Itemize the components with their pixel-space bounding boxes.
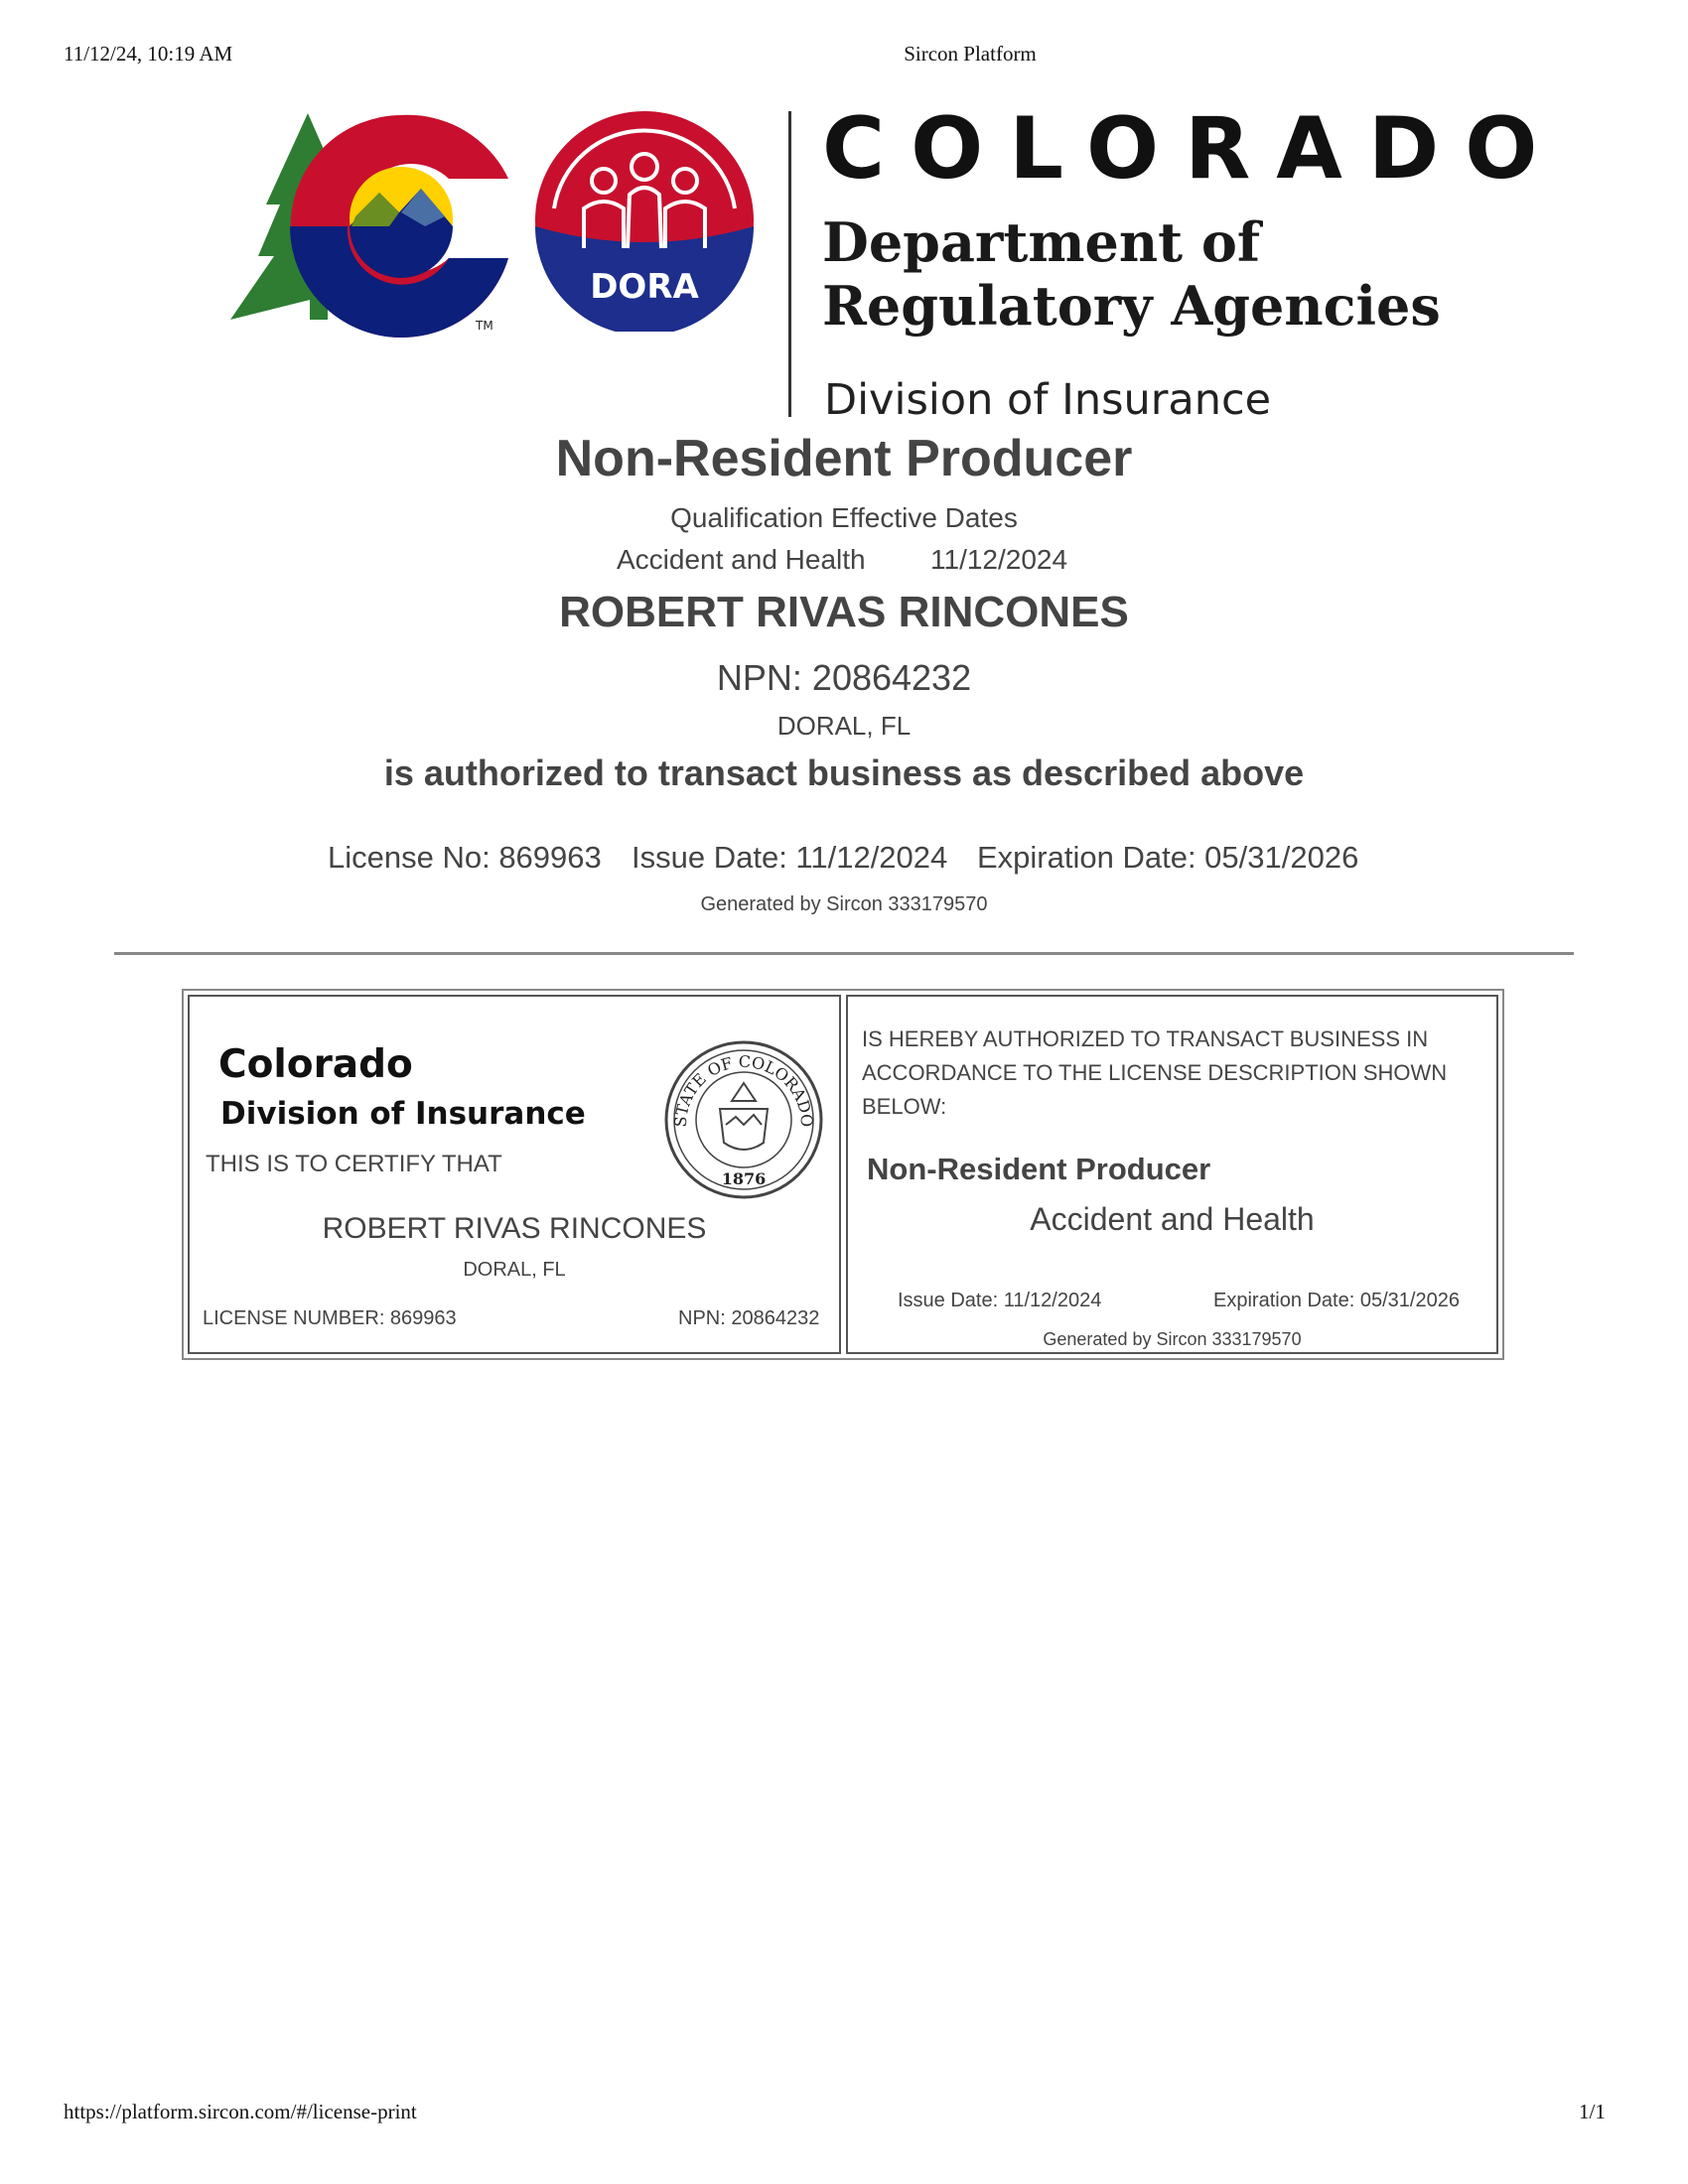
card-state: Colorado xyxy=(218,1042,413,1087)
card-certify-text: THIS IS TO CERTIFY THAT xyxy=(206,1151,502,1177)
qualification-heading: Qualification Effective Dates xyxy=(670,502,1018,533)
print-url: https://platform.sircon.com/#/license-print xyxy=(64,2100,417,2123)
holder-name: ROBERT RIVAS RINCONES xyxy=(559,588,1129,636)
dept-line-2: Regulatory Agencies xyxy=(822,274,1441,338)
card-license-number: LICENSE NUMBER: 869963 xyxy=(203,1307,457,1329)
card-holder-location: DORAL, FL xyxy=(463,1259,566,1281)
expiration-date: Expiration Date: 05/31/2026 xyxy=(977,840,1359,875)
card-holder-name: ROBERT RIVAS RINCONES xyxy=(322,1212,707,1245)
dept-line-1: Department of xyxy=(822,210,1261,274)
seal-year: 1876 xyxy=(721,1169,767,1188)
print-page-number: 1/1 xyxy=(1579,2100,1606,2123)
colorado-c-logo xyxy=(230,109,518,338)
card-npn: NPN: 20864232 xyxy=(678,1307,820,1329)
dora-text: DORA xyxy=(590,267,699,307)
license-title: Non-Resident Producer xyxy=(555,430,1133,487)
seal-arc-text: STATE OF COLORADO xyxy=(670,1051,817,1128)
header-divider xyxy=(788,111,791,417)
card-line-of-authority: Accident and Health xyxy=(1030,1201,1315,1237)
brand-department xyxy=(822,210,1441,338)
brand-state: COLORADO xyxy=(822,99,1564,199)
holder-location: DORAL, FL xyxy=(776,711,912,741)
authorized-statement: is authorized to transact business as described above xyxy=(383,752,1305,793)
state-seal-icon xyxy=(660,1039,827,1200)
card-generated-by: Generated by Sircon 333179570 xyxy=(1043,1329,1302,1349)
card-issue-date: Issue Date: 11/12/2024 xyxy=(898,1290,1102,1311)
card-expiration-date: Expiration Date: 05/31/2026 xyxy=(1213,1290,1460,1311)
brand-division: Division of Insurance xyxy=(824,375,1272,425)
card-license-type: Non-Resident Producer xyxy=(867,1152,1211,1186)
qualification-date: 11/12/2024 xyxy=(930,544,1068,575)
card-division: Division of Insurance xyxy=(220,1096,586,1132)
print-page-title: Sircon Platform xyxy=(904,42,1037,66)
generated-by: Generated by Sircon 333179570 xyxy=(700,893,988,915)
holder-npn: NPN: 20864232 xyxy=(716,657,972,698)
dora-logo xyxy=(532,109,757,332)
section-divider xyxy=(114,952,1574,955)
print-datetime: 11/12/24, 10:19 AM xyxy=(64,42,233,66)
card-authorized-text: IS HEREBY AUTHORIZED TO TRANSACT BUSINESS IN ACCORDANCE TO THE LICENSE DESCRIPTION SHOWN BELOW: xyxy=(862,1026,1448,1119)
qualification-line: Accident and Health xyxy=(617,544,866,575)
issue-date: Issue Date: 11/12/2024 xyxy=(632,840,948,875)
logo-tm-mark: TM xyxy=(476,319,493,333)
license-number: License No: 869963 xyxy=(328,840,602,875)
